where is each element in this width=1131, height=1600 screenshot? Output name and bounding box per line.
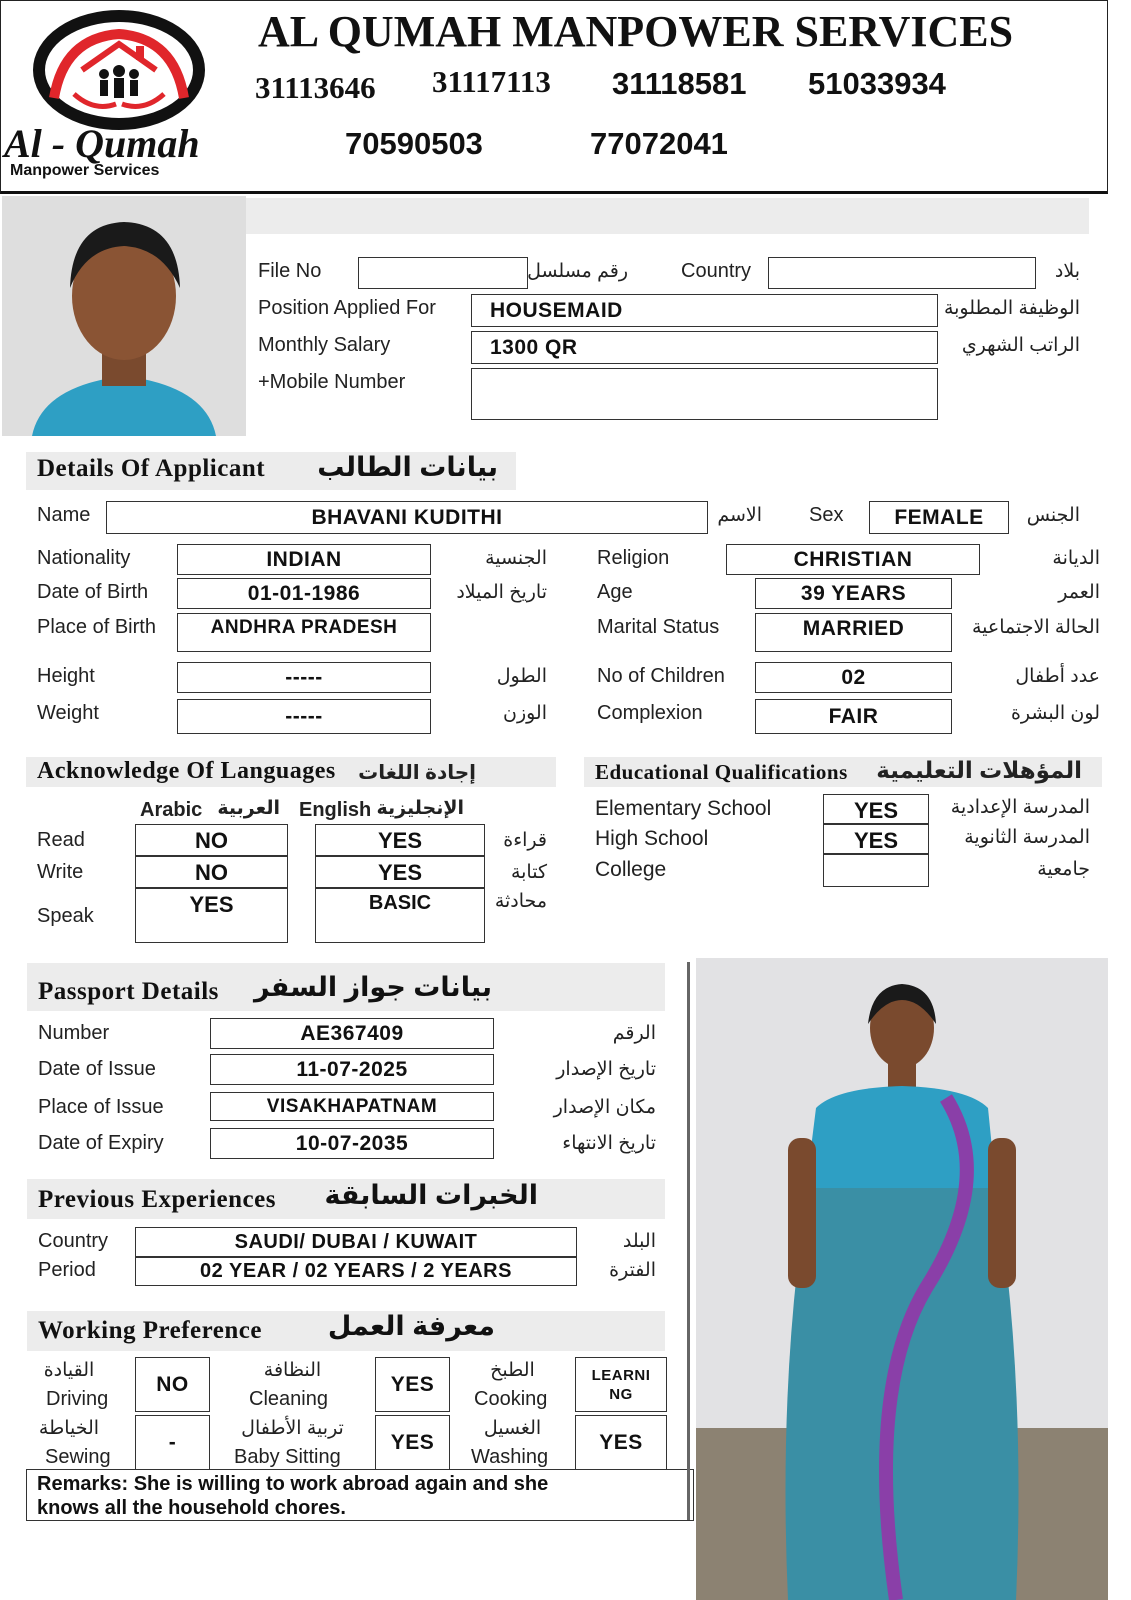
driving-value[interactable]: NO — [135, 1357, 210, 1412]
passport-issue-label: Date of Issue — [38, 1058, 156, 1080]
passport-expiry-label: Date of Expiry — [38, 1132, 164, 1154]
experience-period-label: Period — [38, 1259, 96, 1281]
baby-value[interactable]: YES — [375, 1415, 450, 1470]
sewing-arabic: الخياطة — [38, 1418, 100, 1439]
passport-number-field[interactable]: AE367409 — [210, 1018, 494, 1049]
elementary-value[interactable]: YES — [823, 794, 929, 824]
nationality-field[interactable]: INDIAN — [177, 544, 431, 575]
file-no-arabic: رقم مسلسل — [527, 261, 628, 282]
applicant-full-body-photo — [696, 958, 1108, 1600]
write-arabic-label: كتابة — [510, 862, 547, 883]
marital-arabic: الحالة الاجتماعية — [972, 617, 1100, 638]
english-col-arabic: الإنجليزية — [376, 798, 464, 819]
experience-country-field[interactable]: SAUDI/ DUBAI / KUWAIT — [135, 1227, 577, 1257]
phone-5: 70590503 — [345, 126, 483, 161]
passport-issue-arabic: تاريخ الإصدار — [556, 1059, 656, 1080]
headshot-portrait-icon — [2, 196, 246, 436]
salary-label: Monthly Salary — [258, 334, 391, 356]
top-grey-bar — [246, 198, 1089, 234]
children-arabic: عدد أطفال — [1015, 666, 1100, 687]
height-arabic: الطول — [496, 666, 547, 687]
cleaning-label: Cleaning — [249, 1388, 328, 1410]
phone-6: 77072041 — [590, 126, 728, 161]
sewing-label: Sewing — [45, 1446, 111, 1468]
preference-section-title: Working Preference — [38, 1317, 262, 1344]
sex-label: Sex — [809, 504, 844, 526]
religion-field[interactable]: CHRISTIAN — [726, 544, 980, 575]
passport-number-label: Number — [38, 1022, 110, 1044]
languages-section-arabic: إجادة اللغات — [358, 762, 476, 784]
marital-label: Marital Status — [597, 616, 720, 638]
remarks-box — [26, 1469, 694, 1521]
logo-subtitle: Manpower Services — [10, 162, 160, 179]
experience-section-title: Previous Experiences — [38, 1186, 276, 1213]
age-label: Age — [597, 581, 633, 603]
country-label: Country — [681, 260, 752, 282]
phone-3: 31118581 — [612, 66, 747, 101]
remarks-line-1: Remarks: She is willing to work abroad again and she — [37, 1473, 549, 1495]
full-body-photo-frame — [687, 962, 690, 1520]
position-field[interactable]: HOUSEMAID — [471, 294, 938, 327]
passport-place-field[interactable]: VISAKHAPATNAM — [210, 1092, 494, 1121]
age-arabic: العمر — [1058, 582, 1100, 603]
passport-expiry-arabic: تاريخ الانتهاء — [562, 1133, 656, 1154]
cooking-value[interactable] — [575, 1357, 667, 1412]
name-arabic: الاسم — [717, 505, 762, 526]
weight-label: Weight — [37, 702, 99, 724]
phone-2: 31117113 — [432, 64, 551, 99]
file-no-field[interactable] — [358, 257, 528, 289]
company-name: AL QUMAH MANPOWER SERVICES — [258, 7, 1014, 56]
experience-country-arabic: البلد — [622, 1231, 656, 1252]
logo-text: Al - Qumah — [4, 121, 200, 166]
full-body-portrait-icon — [696, 958, 1108, 1600]
complexion-arabic: لون البشرة — [1010, 703, 1100, 724]
nationality-arabic: الجنسية — [485, 548, 547, 569]
applicant-section-arabic: بيانات الطالب — [317, 452, 498, 482]
read-arabic-label: قراءة — [503, 830, 547, 851]
driving-arabic: القيادة — [43, 1360, 95, 1381]
highschool-label: High School — [595, 827, 709, 850]
pob-label: Place of Birth — [37, 616, 156, 638]
position-arabic: الوظيفة المطلوبة — [943, 298, 1080, 319]
salary-field[interactable]: 1300 QR — [471, 331, 938, 364]
religion-label: Religion — [597, 547, 670, 569]
mobile-label: +Mobile Number — [258, 371, 406, 393]
passport-place-arabic: مكان الإصدار — [553, 1097, 656, 1118]
phone-4: 51033934 — [808, 66, 946, 101]
mobile-field[interactable] — [471, 368, 938, 420]
height-label: Height — [37, 665, 95, 687]
pob-value: ANDHRA PRADESH — [210, 617, 398, 638]
cleaning-value[interactable]: YES — [375, 1357, 450, 1412]
education-section-arabic: المؤهلات التعليمية — [876, 757, 1082, 783]
position-label: Position Applied For — [258, 297, 436, 319]
children-label: No of Children — [597, 665, 725, 687]
file-no-label: File No — [258, 260, 322, 282]
applicant-headshot — [2, 196, 246, 436]
highschool-arabic: المدرسة الثانوية — [964, 827, 1090, 848]
speak-arabic-label: محادثة — [494, 891, 547, 912]
cooking-value-line2: NG — [609, 1385, 633, 1403]
experience-country-label: Country — [38, 1230, 109, 1252]
dob-arabic: تاريخ الميلاد — [456, 582, 547, 603]
washing-value[interactable]: YES — [575, 1415, 667, 1470]
dob-label: Date of Birth — [37, 581, 149, 603]
religion-arabic: الديانة — [1052, 548, 1100, 569]
name-label: Name — [37, 504, 91, 526]
cleaning-arabic: النظافة — [263, 1360, 322, 1381]
washing-label: Washing — [471, 1446, 549, 1468]
read-label: Read — [37, 829, 85, 851]
speak-english-value[interactable]: BASIC — [315, 888, 485, 943]
complexion-field[interactable]: FAIR — [755, 699, 952, 734]
country-arabic: بلاد — [1054, 261, 1080, 282]
pob-field[interactable] — [177, 613, 431, 652]
college-arabic: جامعية — [1037, 859, 1090, 880]
passport-place-label: Place of Issue — [38, 1096, 164, 1118]
children-field[interactable]: 02 — [755, 662, 952, 693]
sex-field[interactable]: FEMALE — [869, 501, 1009, 534]
experience-section-arabic: الخبرات السابقة — [324, 1180, 538, 1210]
nationality-label: Nationality — [37, 547, 131, 569]
baby-arabic: تربية الأطفال — [241, 1418, 344, 1439]
sewing-value[interactable]: - — [135, 1415, 210, 1470]
weight-arabic: الوزن — [502, 703, 547, 724]
weight-field[interactable]: ----- — [177, 699, 431, 734]
arabic-col-arabic: العربية — [217, 798, 280, 819]
marital-value: MARRIED — [802, 617, 905, 640]
passport-issue-field[interactable]: 11-07-2025 — [210, 1054, 494, 1085]
washing-arabic: الغسيل — [483, 1418, 542, 1439]
salary-arabic: الراتب الشهري — [961, 335, 1080, 356]
highschool-value[interactable]: YES — [823, 824, 929, 854]
cooking-label: Cooking — [474, 1388, 548, 1410]
driving-label: Driving — [46, 1388, 109, 1410]
baby-label: Baby Sitting — [234, 1446, 341, 1468]
passport-section-title: Passport Details — [38, 978, 219, 1005]
read-arabic-value[interactable]: NO — [135, 824, 288, 856]
height-field[interactable]: ----- — [177, 662, 431, 693]
company-logo — [4, 8, 234, 188]
dob-field[interactable]: 01-01-1986 — [177, 578, 431, 609]
english-col-label: English — [299, 799, 372, 821]
remarks-line-2: knows all the household chores. — [37, 1497, 346, 1519]
complexion-label: Complexion — [597, 702, 703, 724]
experience-period-field[interactable]: 02 YEAR / 02 YEARS / 2 YEARS — [135, 1257, 577, 1286]
sex-arabic: الجنس — [1026, 505, 1080, 526]
write-label: Write — [37, 861, 84, 883]
marital-field[interactable] — [755, 613, 952, 652]
education-section-title: Educational Qualifications — [595, 760, 848, 784]
passport-expiry-field[interactable]: 10-07-2035 — [210, 1128, 494, 1159]
age-field[interactable]: 39 YEARS — [755, 578, 952, 609]
read-english-value[interactable]: YES — [315, 824, 485, 856]
elementary-arabic: المدرسة الإعدادية — [950, 797, 1090, 818]
speak-label: Speak — [37, 905, 94, 927]
phone-1: 31113646 — [255, 70, 376, 105]
college-label: College — [595, 858, 667, 881]
preference-section-arabic: معرفة العمل — [327, 1311, 495, 1341]
cooking-arabic: الطبخ — [490, 1360, 535, 1381]
passport-number-arabic: الرقم — [612, 1023, 656, 1044]
write-english-value[interactable]: YES — [315, 856, 485, 888]
college-value[interactable] — [823, 854, 929, 887]
passport-section-arabic: بيانات جواز السفر — [254, 972, 492, 1002]
write-arabic-value[interactable]: NO — [135, 856, 288, 888]
elementary-label: Elementary School — [595, 797, 772, 820]
name-field[interactable]: BHAVANI KUDITHI — [106, 501, 708, 534]
country-field[interactable] — [768, 257, 1036, 289]
speak-arabic-value[interactable]: YES — [135, 888, 288, 943]
arabic-col-label: Arabic — [140, 799, 203, 821]
experience-period-arabic: الفترة — [609, 1260, 656, 1281]
languages-section-title: Acknowledge Of Languages — [37, 758, 336, 784]
applicant-section-title: Details Of Applicant — [37, 455, 266, 482]
cooking-value-line1: LEARNI — [591, 1366, 651, 1384]
